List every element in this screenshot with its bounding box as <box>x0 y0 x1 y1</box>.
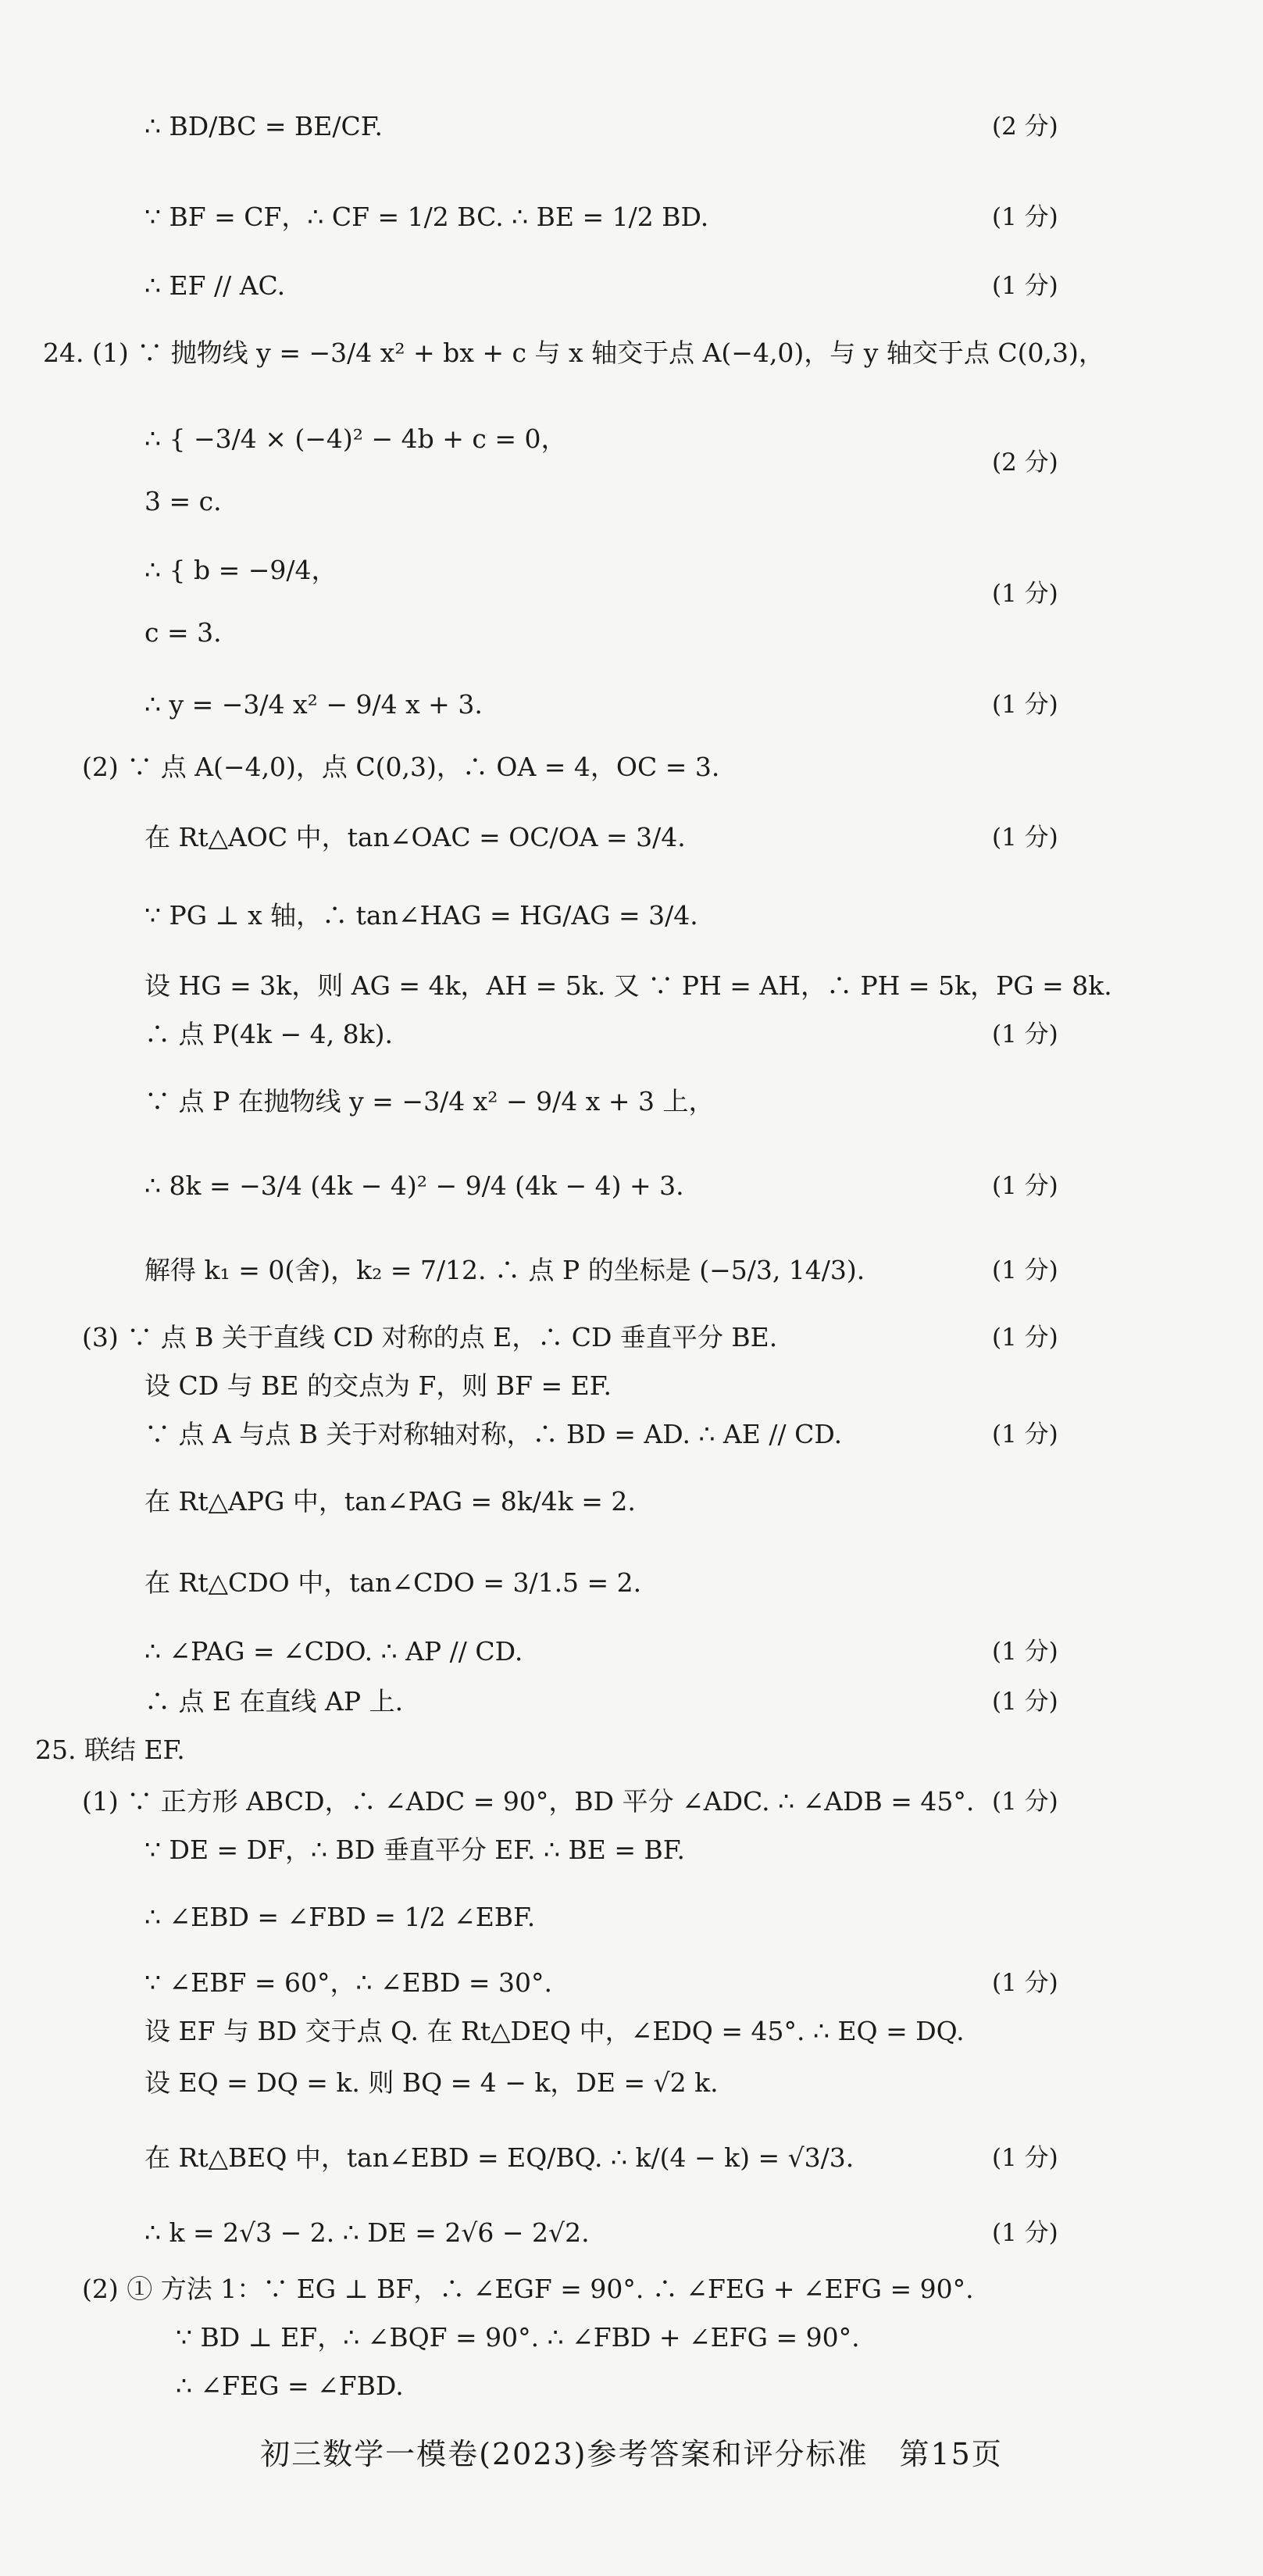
score-label: (1 分) <box>992 691 1058 719</box>
score-label: (1 分) <box>992 1172 1058 1200</box>
text-line: ∴ ∠EBD = ∠FBD = 1/2 ∠EBF. <box>144 1902 536 1932</box>
score-label: (1 分) <box>992 272 1058 300</box>
text-line: (1) ∵ 正方形 ABCD，∴ ∠ADC = 90°，BD 平分 ∠ADC. ∴ ∠ADB = 45°. <box>82 1786 975 1817</box>
score-label: (1 分) <box>992 1969 1058 1997</box>
text-line: 设 EF 与 BD 交于点 Q. 在 Rt△DEQ 中，∠EDQ = 45°. ∴ EQ = DQ. <box>144 2016 965 2046</box>
text-line: 在 Rt△BEQ 中，tan∠EBD = EQ/BQ. ∴ k/(4 − k) = √3/3. <box>144 2142 854 2173</box>
score-label: (1 分) <box>992 1688 1058 1716</box>
text-line: ∵ 点 P 在抛物线 y = −3/4 x² − 9/4 x + 3 上， <box>144 1086 715 1117</box>
score-label: (1 分) <box>992 1420 1058 1449</box>
text-line: ∴ ∠PAG = ∠CDO. ∴ AP // CD. <box>144 1636 523 1667</box>
score-label: (1 分) <box>992 1020 1058 1049</box>
text-line: 设 EQ = DQ = k. 则 BQ = 4 − k，DE = √2 k. <box>144 2067 719 2098</box>
text-line: 25. 联结 EF. <box>35 1735 185 1765</box>
text-line: ∴ ∠FEG = ∠FBD. <box>176 2371 404 2401</box>
text-line: ∴ { b = −9/4， <box>144 555 337 585</box>
score-label: (2 分) <box>992 113 1058 141</box>
text-line: ∴ 8k = −3/4 (4k − 4)² − 9/4 (4k − 4) + 3. <box>144 1170 684 1201</box>
score-label: (1 分) <box>992 1324 1058 1352</box>
text-line: ∴ 点 E 在直线 AP 上. <box>144 1686 404 1717</box>
text-line: 在 Rt△APG 中，tan∠PAG = 8k/4k = 2. <box>144 1486 636 1517</box>
score-label: (1 分) <box>992 2144 1058 2172</box>
text-line: ∵ PG ⊥ x 轴，∴ tan∠HAG = HG/AG = 3/4. <box>144 900 698 931</box>
text-line: ∴ k = 2√3 − 2. ∴ DE = 2√6 − 2√2. <box>144 2217 590 2248</box>
text-line: 3 = c. <box>144 486 222 516</box>
text-line: ∴ { −3/4 × (−4)² − 4b + c = 0， <box>144 423 567 454</box>
text-line: (2) ① 方法 1：∵ EG ⊥ BF，∴ ∠EGF = 90°. ∴ ∠FEG + ∠EFG = 90°. <box>82 2274 974 2304</box>
text-line: 设 HG = 3k，则 AG = 4k，AH = 5k. 又 ∵ PH = AH，∴ PH = 5k，PG = 8k. <box>144 970 1112 1001</box>
score-label: (1 分) <box>992 1638 1058 1666</box>
text-line: (2) ∵ 点 A(−4,0)，点 C(0,3)，∴ OA = 4，OC = 3. <box>82 752 720 782</box>
score-label: (1 分) <box>992 203 1058 231</box>
score-label: (1 分) <box>992 1256 1058 1284</box>
text-line: ∵ DE = DF，∴ BD 垂直平分 EF. ∴ BE = BF. <box>144 1835 685 1865</box>
text-line: ∵ 点 A 与点 B 关于对称轴对称，∴ BD = AD. ∴ AE // CD. <box>144 1419 843 1449</box>
score-label: (1 分) <box>992 2219 1058 2247</box>
text-line: ∴ EF // AC. <box>144 270 286 301</box>
text-line: 在 Rt△AOC 中，tan∠OAC = OC/OA = 3/4. <box>144 822 686 852</box>
page-footer: 初三数学一模卷(2023)参考答案和评分标准 第15页 <box>260 2437 1003 2471</box>
text-line: ∴ y = −3/4 x² − 9/4 x + 3. <box>144 689 483 720</box>
text-line: ∵ BF = CF，∴ CF = 1/2 BC. ∴ BE = 1/2 BD. <box>144 202 709 232</box>
text-line: ∴ 点 P(4k − 4, 8k). <box>144 1019 394 1049</box>
text-line: c = 3. <box>144 617 222 648</box>
score-label: (1 分) <box>992 1788 1058 1816</box>
score-label: (2 分) <box>992 448 1058 477</box>
text-line: 设 CD 与 BE 的交点为 F，则 BF = EF. <box>144 1370 612 1401</box>
text-line: ∵ BD ⊥ EF，∴ ∠BQF = 90°. ∴ ∠FBD + ∠EFG = 90°. <box>176 2322 860 2353</box>
text-line: ∴ BD/BC = BE/CF. <box>144 111 384 141</box>
text-line: (3) ∵ 点 B 关于直线 CD 对称的点 E，∴ CD 垂直平分 BE. <box>82 1322 778 1352</box>
text-line: 在 Rt△CDO 中，tan∠CDO = 3/1.5 = 2. <box>144 1567 642 1598</box>
text-line: ∵ ∠EBF = 60°，∴ ∠EBD = 30°. <box>144 1967 553 1998</box>
score-label: (1 分) <box>992 580 1058 608</box>
score-label: (1 分) <box>992 824 1058 852</box>
text-line: 解得 k₁ = 0(舍)，k₂ = 7/12. ∴ 点 P 的坐标是 (−5/3, 14/3). <box>144 1255 865 1285</box>
text-line: 24. (1) ∵ 抛物线 y = −3/4 x² + bx + c 与 x 轴交于点 A(−4,0)，与 y 轴交于点 C(0,3)， <box>43 338 1104 368</box>
